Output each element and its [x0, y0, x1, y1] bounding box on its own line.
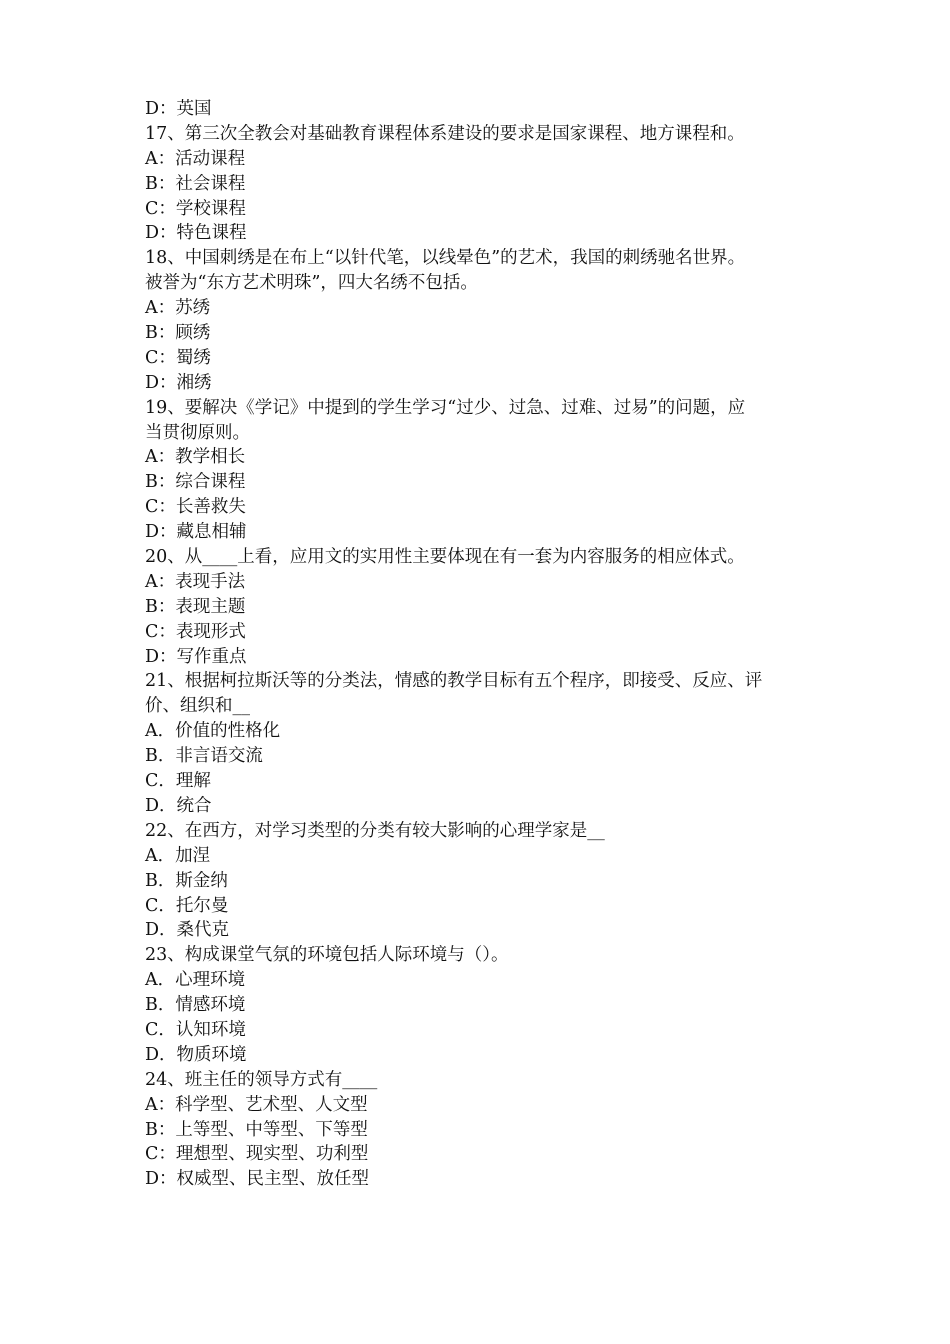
option-line: C．理解: [145, 771, 211, 792]
option-line: D：特色课程: [145, 223, 247, 244]
option-line: C：长善救失: [145, 497, 246, 518]
option-line: A：活动课程: [145, 148, 246, 169]
option-line: D：湘绣: [145, 372, 212, 393]
question-line: 22、在西方，对学习类型的分类有较大影响的心理学家是__: [145, 820, 605, 841]
option-line: C．认知环境: [145, 1019, 246, 1040]
question-line: 17、第三次全教会对基础教育课程体系建设的要求是国家课程、地方课程和。: [145, 123, 745, 144]
question-line: 20、从____上看，应用文的实用性主要体现在有一套为内容服务的相应体式。: [145, 547, 745, 568]
option-line: C：表现形式: [145, 621, 246, 642]
option-line: B．情感环境: [145, 995, 246, 1016]
option-line: A．加涅: [145, 845, 211, 866]
option-line: A．心理环境: [145, 970, 246, 991]
option-line: C：蜀绣: [145, 347, 211, 368]
option-line: D．物质环境: [145, 1044, 247, 1065]
question-line-continued: 被誉为“东方艺术明珠”，四大名绣不包括。: [145, 273, 478, 294]
option-line: A：表现手法: [145, 571, 246, 592]
option-line: B：顾绣: [145, 323, 211, 344]
option-line: B：表现主题: [145, 596, 246, 617]
option-line: D：权威型、民主型、放任型: [145, 1169, 370, 1190]
option-line: A：教学相长: [145, 447, 246, 468]
option-line: B：上等型、中等型、下等型: [145, 1119, 368, 1140]
option-line: C：学校课程: [145, 198, 246, 219]
question-line-continued: 当贯彻原则。: [145, 422, 250, 443]
document-page: [145, 97, 825, 1192]
option-line: D：英国: [145, 99, 212, 119]
option-line: B．斯金纳: [145, 870, 228, 891]
option-line: A．价值的性格化: [145, 721, 281, 742]
option-line: B．非言语交流: [145, 746, 263, 767]
option-line: A：苏绣: [145, 298, 211, 319]
question-line: 18、中国刺绣是在布上“以针代笔，以线晕色”的艺术，我国的刺绣驰名世界。: [145, 248, 746, 269]
question-line: 21、根据柯拉斯沃等的分类法，情感的教学目标有五个程序，即接受、反应、评: [145, 671, 763, 692]
question-line-continued: 价、组织和__: [145, 696, 250, 717]
option-line: D．统合: [145, 795, 212, 816]
option-line: D：藏息相辅: [145, 522, 247, 543]
option-line: C．托尔曼: [145, 895, 229, 916]
question-line: 19、要解决《学记》中提到的学生学习“过少、过急、过难、过易”的问题，应: [145, 397, 746, 418]
question-line: 24、班主任的领导方式有____: [145, 1069, 378, 1090]
question-line: 23、构成课堂气氛的环境包括人际环境与（）。: [145, 945, 509, 966]
option-line: D：写作重点: [145, 646, 247, 667]
option-line: B：社会课程: [145, 173, 246, 194]
option-line: B：综合课程: [145, 472, 246, 493]
option-line: C：理想型、现实型、功利型: [145, 1144, 369, 1165]
option-line: A：科学型、艺术型、人文型: [145, 1094, 368, 1115]
option-line: D．桑代克: [145, 920, 230, 941]
